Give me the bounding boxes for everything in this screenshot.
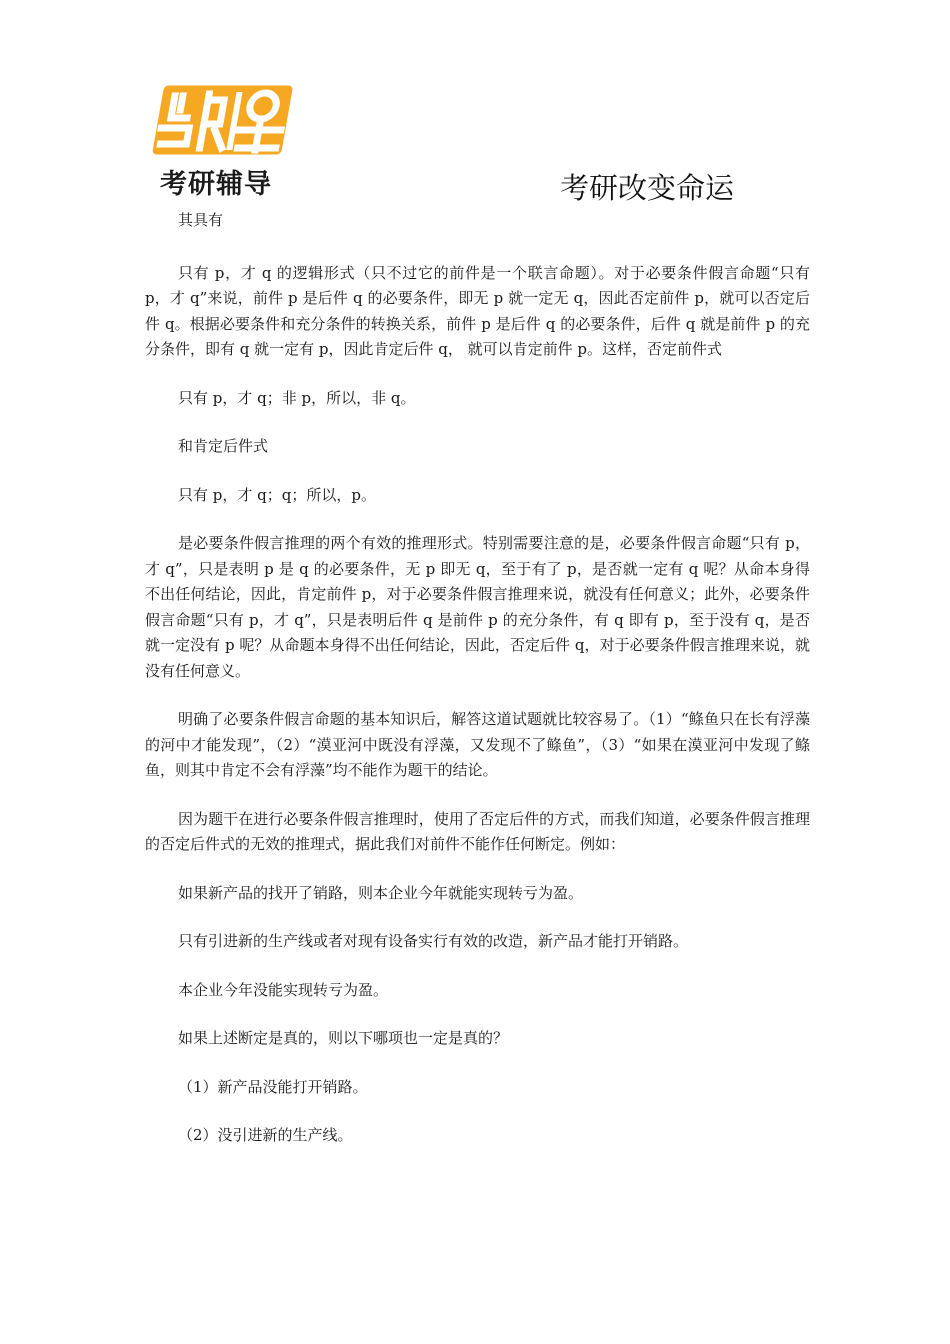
paragraph: 明确了必要条件假言命题的基本知识后，解答这道试题就比较容易了。（1）“鲦鱼只在长有浮藻的河中才能发现”，（2）“漠亚河中既没有浮藻，又发现不了鲦鱼”，（3）“如果在漠亚河中发现了鲦鱼，则其中肯定不会有浮藻”均不能作为题干的结论。 [145, 710, 810, 779]
paragraph: 只有 p，才 q 的逻辑形式（只不过它的前件是一个联言命题）。对于必要条件假言命题“只有 p，才 q”来说，前件 p 是后件 q 的必要条件，即无 p 就一定无 q，因此否定前件 p，就可以否定后件 q。根据必要条件和充分条件的转换关系，前件 p 是后件 q 的必要条件，后件 q 就是前件 p 的充分条件，即有 q 就一定有 p，因此肯定后件 q， 就可以肯定前件 p。这样，否定前件式 [145, 263, 810, 358]
paragraph: 和肯定后件式 [178, 437, 269, 455]
paragraph: 其具有 [178, 211, 224, 229]
paragraph: 本企业今年没能实现转亏为盈。 [178, 980, 389, 999]
paragraph: 是必要条件假言推理的两个有效的推理形式。特别需要注意的是，必要条件假言命题“只有 p，才 q”，只是表明 p 是 q 的必要条件，无 p 即无 q，至于有了 p，是否就一定有 q 呢？从命本身得不出任何结论，因此，肯定前件 p，对于必要条件假言推理来说，就没有任何意义；此外，必要条件假言命题“只有 p，才 q”，只是表明后件 q 是前件 p 的充分条件，有 q 即有 p，至于没有 q，是否就一定没有 p 呢？从命题本身得不出任何结论，因此，否定后件 q，对于必要条件假言推理来说，就没有任何意义。 [145, 534, 810, 680]
kaicheng-logo [150, 78, 310, 198]
paragraph: 如果上述断定是真的，则以下哪项也一定是真的？ [178, 1029, 509, 1047]
paragraph: （2）没引进新的生产线。 [178, 1126, 353, 1144]
logo-mark-icon [150, 78, 310, 162]
paragraph: 如果新产品的找开了销路，则本企业今年就能实现转亏为盈。 [178, 883, 584, 902]
paragraph: 只有 p，才 q；非 p，所以，非 q。 [178, 388, 416, 407]
paragraph: 只有 p，才 q；q；所以，p。 [178, 485, 376, 504]
document-body [145, 208, 810, 1172]
paragraph: （1）新产品没能打开销路。 [178, 1077, 368, 1096]
header-slogan: 考研改变命运 [560, 171, 735, 205]
logo-caption: 考研辅导 [160, 169, 272, 200]
paragraph: 因为题干在进行必要条件假言推理时，使用了否定后件的方式，而我们知道，必要条件假言推理的否定后件式的无效的推理式，据此我们对前件不能作任何断定。例如： [145, 809, 810, 853]
paragraph: 只有引进新的生产线或者对现有设备实行有效的改造，新产品才能打开销路。 [178, 932, 689, 950]
